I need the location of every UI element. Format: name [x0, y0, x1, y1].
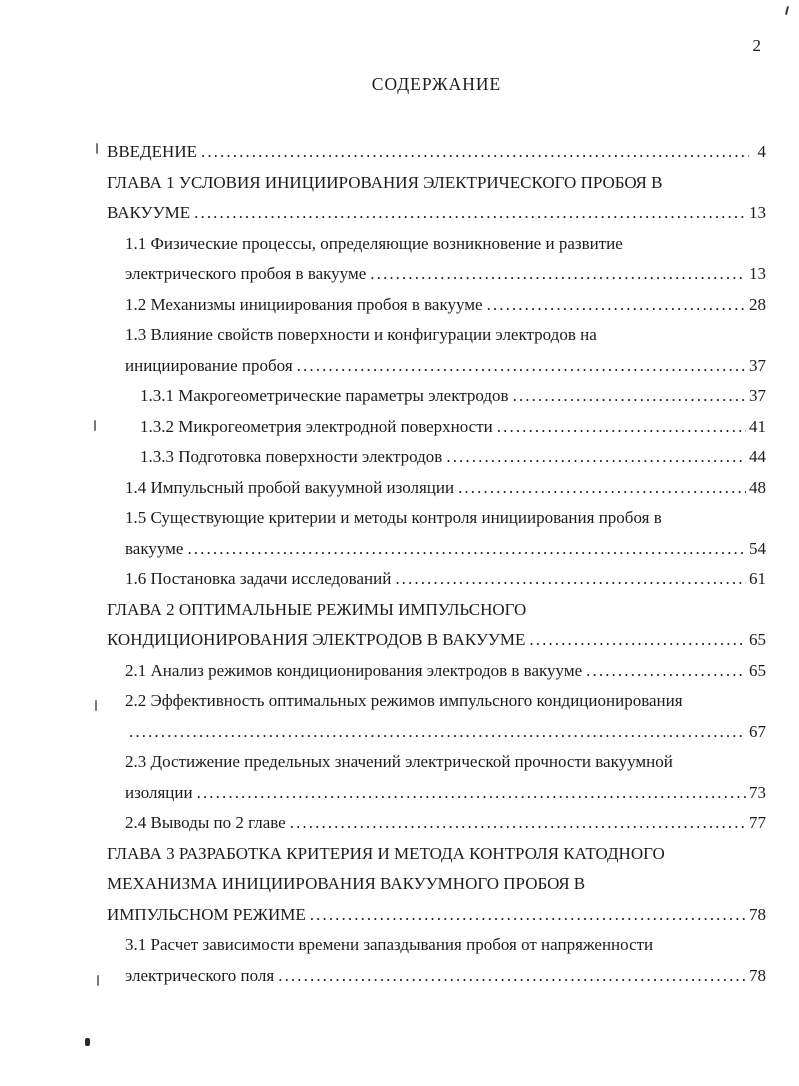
toc-entry-line [107, 198, 766, 229]
toc-entry-line [125, 717, 766, 748]
toc-entry-page: 61 [749, 569, 766, 588]
scan-artifact [97, 975, 99, 986]
toc-entry-line [107, 625, 766, 656]
dotted-leader [129, 717, 746, 748]
toc-entry-text: 1.1 Физические процессы, определяющие возникновение и развитие [125, 233, 623, 253]
toc-entry [107, 839, 766, 931]
dotted-leader [586, 656, 746, 687]
toc-entry-text: 1.3.3 Подготовка поверхности электродов [140, 447, 443, 466]
toc-entry-line [125, 564, 766, 595]
toc-entry-page: 48 [749, 477, 766, 497]
toc-entry-line [140, 442, 766, 473]
dotted-leader [487, 290, 746, 321]
dotted-leader [297, 351, 746, 382]
toc-list [107, 137, 766, 991]
toc-entry-line [107, 595, 766, 626]
toc-entry-page: 28 [749, 294, 766, 314]
toc-entry-text: ИМПУЛЬСНОМ РЕЖИМЕ [107, 904, 306, 924]
toc-entry-text: ГЛАВА 3 РАЗРАБОТКА КРИТЕРИЯ И МЕТОДА КОНТРОЛЯ КАТОДНОГО [107, 843, 665, 863]
toc-entry-line [125, 778, 766, 809]
toc-entry-text: 2.1 Анализ режимов кондиционирования электродов в вакууме [125, 660, 583, 680]
toc-entry [125, 229, 766, 290]
toc-entry-text: изоляции [125, 782, 193, 802]
toc-entry-line [125, 290, 766, 321]
toc-entry-text: 1.4 Импульсный пробой вакуумной изоляции [125, 477, 455, 497]
toc-entry [107, 168, 766, 229]
toc-entry-page: 73 [749, 782, 766, 802]
dotted-leader [458, 473, 746, 504]
toc-entry-page: 37 [749, 386, 766, 405]
toc-entry-text: 1.5 Существующие критерии и методы контроля инициирования пробоя в [125, 508, 662, 527]
toc-entry [125, 503, 766, 564]
toc-entry-line [125, 259, 766, 290]
toc-entry-text: 2.2 Эффективность оптимальных режимов импульсного кондиционирования [125, 691, 683, 710]
toc-entry-text: 3.1 Расчет зависимости времени запаздывания пробоя от напряженности [125, 935, 654, 954]
toc-entry-text: вакууме [125, 538, 184, 558]
toc-entry-page: 78 [749, 965, 766, 985]
toc-entry-page: 13 [749, 203, 766, 222]
dotted-leader [197, 778, 746, 809]
toc-entry-page: 13 [749, 264, 766, 283]
dotted-leader [395, 564, 746, 595]
dotted-leader [370, 259, 746, 290]
toc-entry-text: ВАКУУМЕ [107, 203, 191, 222]
toc-entry-text: 1.6 Постановка задачи исследований [125, 569, 392, 588]
toc-entry-line [125, 229, 766, 260]
toc-entry-text: ВВЕДЕНИЕ [107, 142, 197, 161]
dotted-leader [194, 198, 746, 229]
dotted-leader [187, 534, 746, 565]
dotted-leader [201, 137, 749, 168]
toc-entry-page: 78 [749, 904, 766, 924]
toc-entry-text: ГЛАВА 1 УСЛОВИЯ ИНИЦИИРОВАНИЯ ЭЛЕКТРИЧЕСКОГО ПРОБОЯ В [107, 172, 663, 192]
toc-entry-text: инициирование пробоя [125, 355, 293, 375]
toc-entry-page: 65 [749, 660, 766, 680]
toc-entry-page: 41 [749, 416, 766, 436]
toc-entry-page: 65 [749, 630, 766, 649]
toc-entry-text: 1.3.2 Микрогеометрия электродной поверхности [140, 416, 493, 436]
toc-entry-text: ГЛАВА 2 ОПТИМАЛЬНЫЕ РЕЖИМЫ ИМПУЛЬСНОГО [107, 599, 527, 619]
toc-entry-line [125, 930, 766, 961]
scan-artifact [94, 420, 96, 431]
toc-entry-text: 1.3 Влияние свойств поверхности и конфигурации электродов на [125, 325, 597, 344]
toc-entry-text: КОНДИЦИОНИРОВАНИЯ ЭЛЕКТРОДОВ В ВАКУУМЕ [107, 630, 526, 649]
dotted-leader [513, 381, 746, 412]
scan-artifact [85, 1038, 90, 1046]
toc-entry-line [125, 534, 766, 565]
toc-entry-line [107, 168, 766, 199]
toc-entry [140, 412, 766, 443]
toc-entry [125, 808, 766, 839]
toc-entry-text: 2.4 Выводы по 2 главе [125, 813, 286, 832]
toc-entry [140, 442, 766, 473]
toc-entry-line [125, 656, 766, 687]
toc-entry-line [107, 839, 766, 870]
toc-entry [125, 564, 766, 595]
scan-artifact [96, 143, 98, 154]
toc-entry-line [107, 869, 766, 900]
toc-entry-line [107, 137, 766, 168]
toc-entry-text: электрического пробоя в вакууме [125, 264, 367, 283]
toc-entry [125, 930, 766, 991]
toc-entry-text: МЕХАНИЗМА ИНИЦИИРОВАНИЯ ВАКУУМНОГО ПРОБОЯ В [107, 874, 586, 893]
toc-entry-line [125, 351, 766, 382]
toc-entry-page: 54 [749, 538, 766, 558]
toc-entry-line [125, 686, 766, 717]
toc-entry [125, 290, 766, 321]
dotted-leader [290, 808, 746, 839]
toc-entry-page: 4 [757, 142, 766, 161]
toc-entry-text: 1.2 Механизмы инициирования пробоя в вакууме [125, 294, 483, 314]
dotted-leader [497, 412, 746, 443]
page-title: СОДЕРЖАНИЕ [371, 74, 502, 94]
toc-entry [125, 747, 766, 808]
toc-entry-line [140, 381, 766, 412]
toc-entry-line [125, 473, 766, 504]
toc-entry-page: 77 [749, 813, 766, 832]
toc-entry [125, 686, 766, 747]
page-number: 2 [752, 36, 761, 55]
toc-entry-line [125, 961, 766, 992]
toc-entry-line [125, 747, 766, 778]
dotted-leader [529, 625, 746, 656]
toc-entry [125, 473, 766, 504]
toc-entry [125, 320, 766, 381]
toc-entry-page: 37 [749, 355, 766, 375]
scan-artifact [785, 6, 789, 15]
toc-entry-line [140, 412, 766, 443]
toc-entry [107, 595, 766, 656]
dotted-leader [446, 442, 746, 473]
toc-entry-page: 44 [749, 447, 766, 466]
scan-artifact [95, 700, 97, 711]
dotted-leader [310, 900, 746, 931]
toc-entry-page: 67 [749, 721, 766, 741]
toc-entry-text: 1.3.1 Макрогеометрические параметры электродов [140, 386, 509, 405]
toc-entry [125, 656, 766, 687]
toc-entry-text: 2.3 Достижение предельных значений электрической прочности вакуумной [125, 752, 673, 771]
toc-entry [107, 137, 766, 168]
toc-entry-text: электрического поля [125, 965, 275, 985]
toc-entry-line [107, 900, 766, 931]
toc-entry [140, 381, 766, 412]
toc-entry-line [125, 808, 766, 839]
dotted-leader [278, 961, 746, 992]
toc-entry-line [125, 503, 766, 534]
toc-entry-line [125, 320, 766, 351]
